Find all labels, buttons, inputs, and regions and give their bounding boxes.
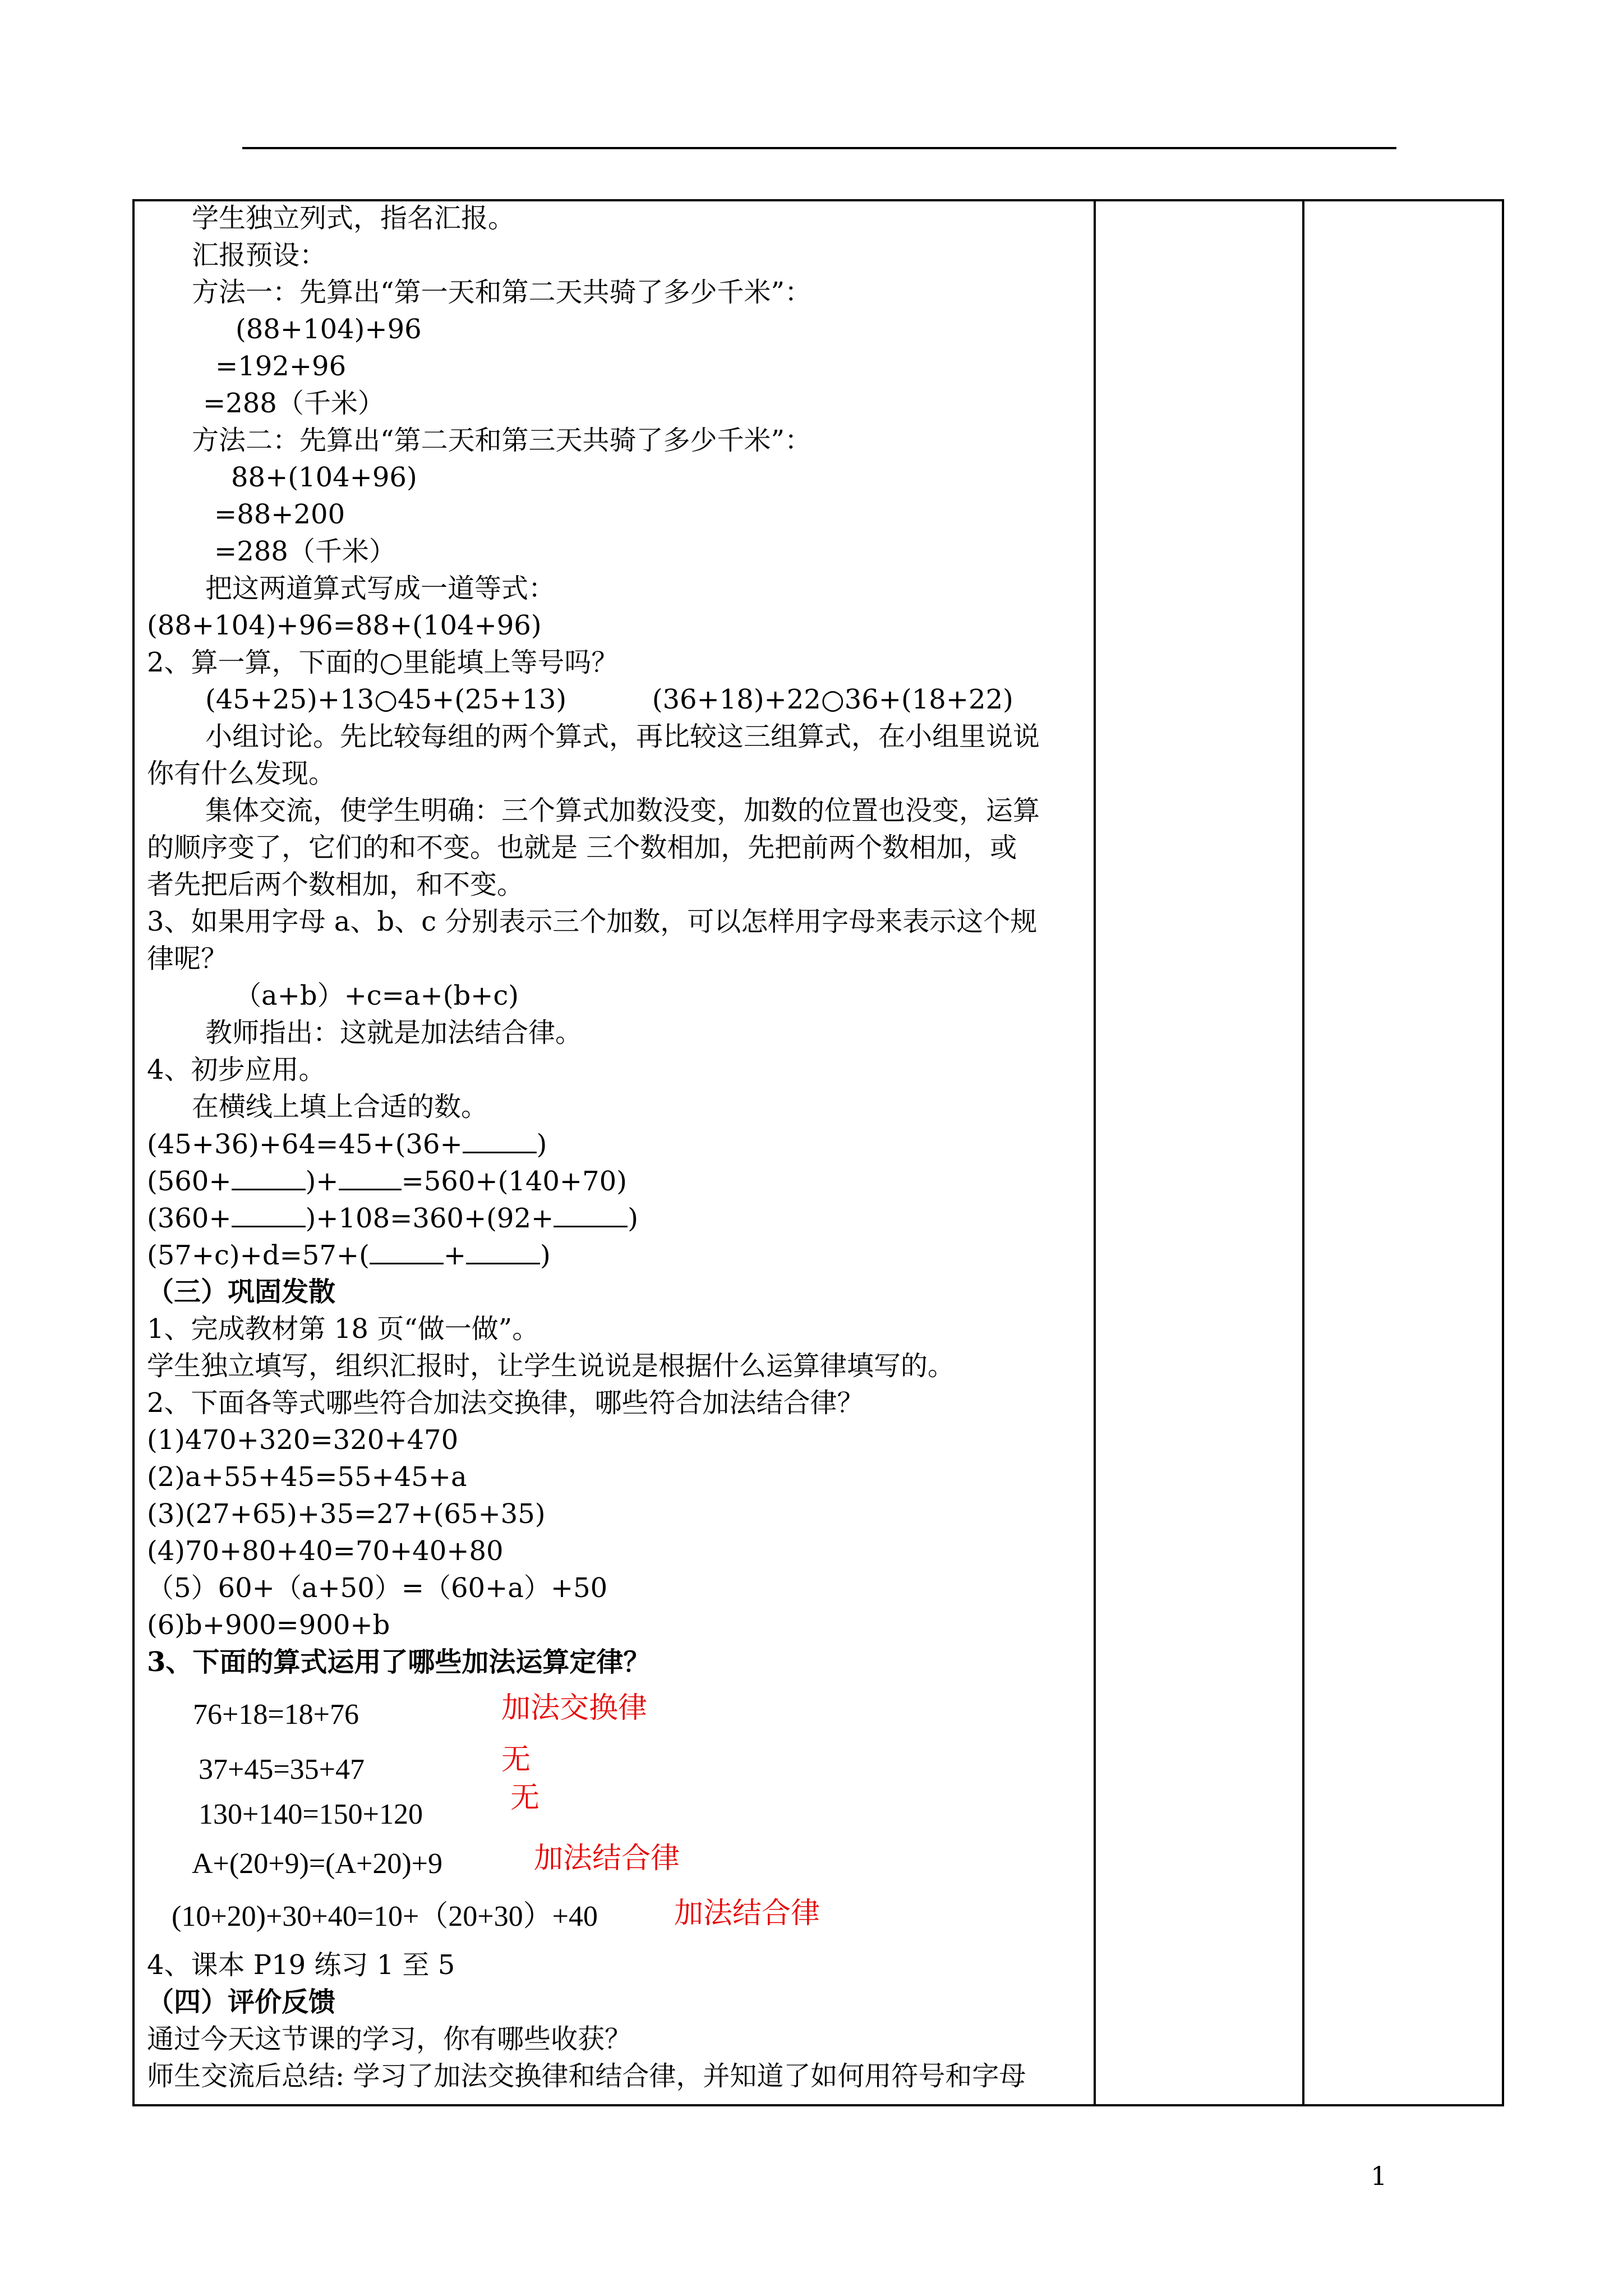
blank-field[interactable] bbox=[554, 1201, 628, 1227]
text-line: 师生交流后总结: 学习了加法交换律和结合律，并知道了如何用符号和字母 bbox=[147, 2060, 1026, 2092]
fill-blank-line: (57+c)+d=57+( + ) bbox=[147, 1238, 551, 1272]
text-line: 方法二：先算出“第二天和第三天共骑了多少千米”： bbox=[192, 425, 812, 456]
text-line: =192+96 bbox=[215, 351, 347, 382]
fill-blank-line: (360+ )+108=360+(92+ ) bbox=[147, 1201, 638, 1235]
text-line: (45+25)+13○45+(25+13) (36+18)+22○36+(18+22) bbox=[205, 684, 1013, 715]
page-number: 1 bbox=[1371, 2161, 1387, 2191]
answer-label: 无 bbox=[501, 1743, 531, 1777]
answer-label: 无 bbox=[510, 1781, 540, 1815]
text-line: =288（千米） bbox=[203, 388, 385, 419]
column-divider-2 bbox=[1302, 199, 1304, 2106]
text-line: 通过今天这节课的学习，你有哪些收获？ bbox=[147, 2023, 632, 2055]
text-line: (1)470+320=320+470 bbox=[147, 1424, 459, 1456]
text-line: 的顺序变了，它们的和不变。也就是 三个数相加，先把前两个数相加，或 bbox=[147, 832, 1017, 863]
text-line: 3、如果用字母 a、b、c 分别表示三个加数，可以怎样用字母来表示这个规 bbox=[147, 906, 1038, 937]
section-heading: （三）巩固发散 bbox=[147, 1276, 336, 1308]
text-line: 1、完成教材第 18 页“做一做”。 bbox=[147, 1313, 540, 1345]
text-line: 方法一：先算出“第一天和第二天共骑了多少千米”： bbox=[192, 277, 812, 308]
text-line: =288（千米） bbox=[214, 536, 396, 567]
fill-blank-line: (560+ )+ =560+(140+70) bbox=[147, 1164, 627, 1198]
text-line: 汇报预设： bbox=[192, 240, 327, 271]
text-line: 者先把后两个数相加，和不变。 bbox=[147, 869, 524, 900]
text-line: 小组讨论。先比较每组的两个算式，再比较这三组算式，在小组里说说 bbox=[205, 721, 1040, 752]
text-line: =88+200 bbox=[214, 499, 345, 530]
text-line: (4)70+80+40=70+40+80 bbox=[147, 1535, 504, 1567]
text-line: （a+b）+c=a+(b+c) bbox=[234, 980, 519, 1011]
text-line: 教师指出：这就是加法结合律。 bbox=[205, 1017, 583, 1048]
expression: 130+140=150+120 bbox=[199, 1798, 423, 1830]
column-divider-1 bbox=[1094, 199, 1096, 2106]
expression: (10+20)+30+40=10+（20+30）+40 bbox=[172, 1901, 598, 1932]
text-line: 在横线上填上合适的数。 bbox=[192, 1091, 488, 1122]
section-heading: （四）评价反馈 bbox=[147, 1986, 336, 2018]
blank-field[interactable] bbox=[232, 1201, 306, 1227]
text-line: 律呢？ bbox=[147, 943, 228, 974]
text-line: (88+104)+96 bbox=[236, 314, 422, 345]
text-line: 2、下面各等式哪些符合加法交换律，哪些符合加法结合律？ bbox=[147, 1387, 864, 1419]
text-line: 学生独立填写，组织汇报时，让学生说说是根据什么运算律填写的。 bbox=[147, 1350, 955, 1382]
text-line: 集体交流，使学生明确：三个算式加数没变，加数的位置也没变，运算 bbox=[205, 795, 1040, 826]
blank-field[interactable] bbox=[339, 1164, 402, 1190]
answer-label: 加法交换律 bbox=[501, 1691, 648, 1725]
text-line: 2、算一算，下面的○里能填上等号吗？ bbox=[147, 647, 619, 678]
blank-field[interactable] bbox=[463, 1127, 537, 1153]
fill-blank-line: (45+36)+64=45+(36+ ) bbox=[147, 1127, 547, 1161]
text-line: 4、课本 P19 练习 1 至 5 bbox=[147, 1949, 455, 1981]
text-line: 你有什么发现。 bbox=[147, 758, 336, 789]
text-line: 学生独立列式，指名汇报。 bbox=[192, 203, 515, 234]
text-line: （5）60+（a+50）=（60+a）+50 bbox=[147, 1572, 608, 1604]
text-line: (3)(27+65)+35=27+(65+35) bbox=[147, 1498, 546, 1530]
text-line: (6)b+900=900+b bbox=[147, 1609, 390, 1641]
blank-field[interactable] bbox=[232, 1164, 306, 1190]
blank-field[interactable] bbox=[370, 1238, 444, 1264]
answer-label: 加法结合律 bbox=[534, 1842, 680, 1875]
text-line: 把这两道算式写成一道等式： bbox=[205, 573, 556, 604]
text-line: (88+104)+96=88+(104+96) bbox=[147, 610, 542, 641]
expression: 37+45=35+47 bbox=[199, 1754, 365, 1786]
expression: A+(20+9)=(A+20)+9 bbox=[192, 1848, 443, 1880]
question-heading: 3、下面的算式运用了哪些加法运算定律？ bbox=[147, 1646, 651, 1678]
expression: 76+18=18+76 bbox=[193, 1699, 359, 1731]
answer-label: 加法结合律 bbox=[674, 1897, 820, 1930]
header-rule bbox=[242, 147, 1396, 149]
blank-field[interactable] bbox=[466, 1238, 540, 1264]
text-line: (2)a+55+45=55+45+a bbox=[147, 1461, 467, 1493]
text-line: 88+(104+96) bbox=[231, 462, 417, 493]
text-line: 4、初步应用。 bbox=[147, 1054, 326, 1085]
